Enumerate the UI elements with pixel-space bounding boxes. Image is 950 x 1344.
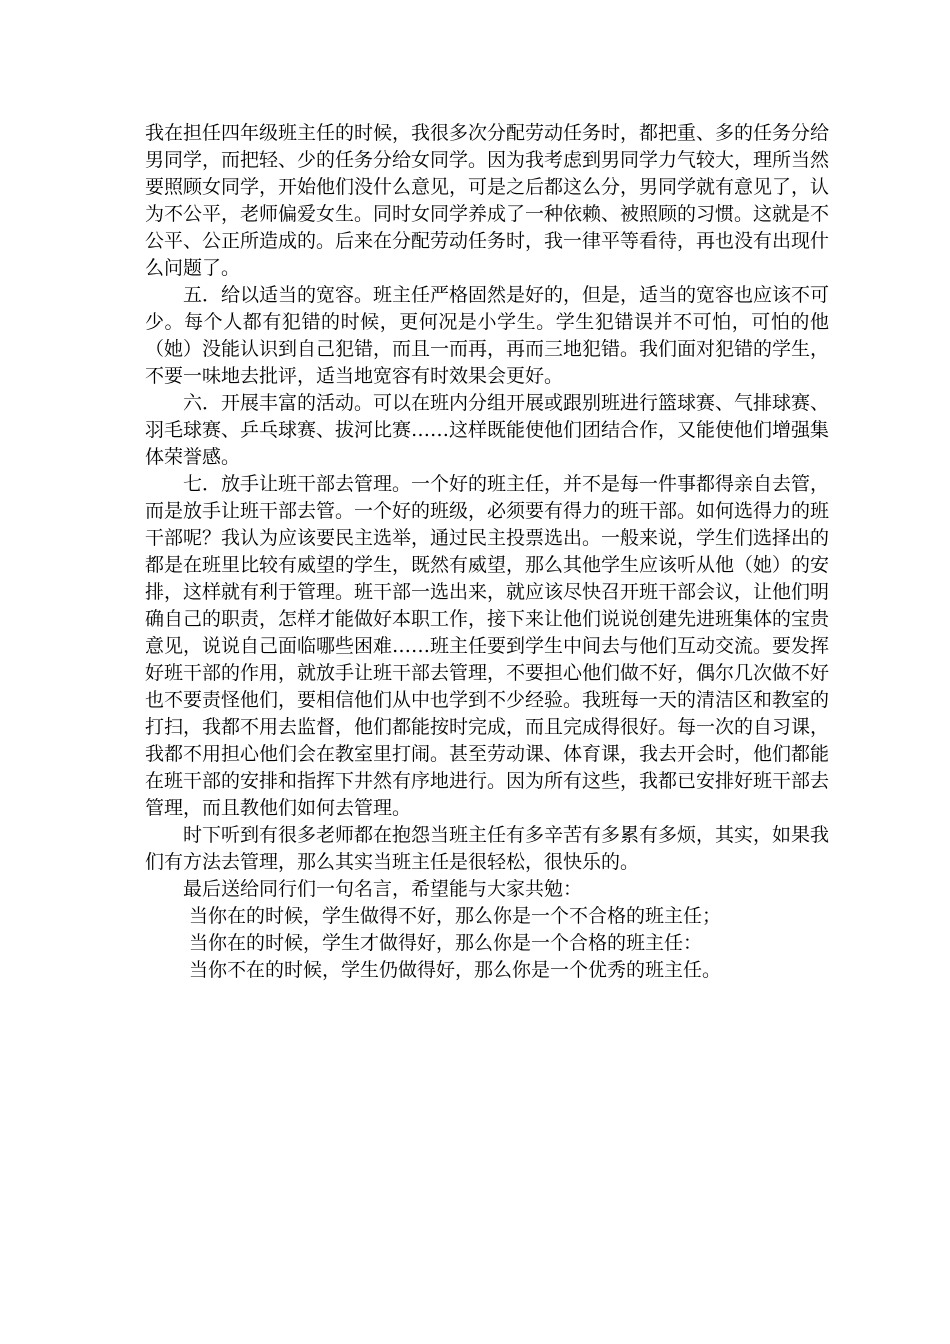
paragraph-tolerance: 五．给以适当的宽容。班主任严格固然是好的，但是，适当的宽容也应该不可少。每个人都有犯错的时候，更何况是小学生。学生犯错误并不可怕，可怕的他（她）没能认识到自己犯错，而且一而再，再而三地犯错。我们面对犯错的学生，不要一味地去批评，适当地宽容有时效果会更好。 [145, 284, 830, 387]
paragraph-conclusion: 时下听到有很多老师都在抱怨当班主任有多辛苦有多累有多烦，其实，如果我们有方法去管理，那么其实当班主任是很轻松，很快乐的。 [145, 824, 830, 873]
paragraph-fair-task-distribution: 我在担任四年级班主任的时候，我很多次分配劳动任务时，都把重、多的任务分给男同学，而把轻、少的任务分给女同学。因为我考虑到男同学力气较大，理所当然要照顾女同学，开始他们没什么意见，可是之后都这么分，男同学就有意见了，认为不公平，老师偏爱女生。同时女同学养成了一种依赖、被照顾的习惯。这就是不公平、公正所造成的。后来在分配劳动任务时，我一律平等看待，再也没有出现什么问题了。 [145, 122, 830, 279]
document-page [145, 120, 829, 984]
motto-line-qualified: 当你在的时候，学生才做得好，那么你是一个合格的班主任： [189, 932, 703, 954]
motto-line-unqualified: 当你在的时候，学生做得不好，那么你是一个不合格的班主任； [189, 905, 722, 927]
motto-line-excellent: 当你不在的时候，学生仍做得好，那么你是一个优秀的班主任。 [189, 959, 722, 981]
paragraph-class-cadres: 七．放手让班干部去管理。一个好的班主任，并不是每一件事都得亲自去管，而是放手让班干部去管。一个好的班级，必须要有得力的班干部。如何选得力的班干部呢？我认为应该要民主选举，通过民主投票选出。一般来说，学生们选择出的都是在班里比较有威望的学生，既然有威望，那么其他学生应该听从他（她）的安排，这样就有利于管理。班干部一选出来，就应该尽快召开班干部会议，让他们明确自己的职责，怎样才能做好本职工作，接下来让他们说说创建先进班集体的宝贵意见，说说自己面临哪些困难……班主任要到学生中间去与他们互动交流。要发挥好班干部的作用，就放手让班干部去管理，不要担心他们做不好，偶尔几次做不好也不要责怪他们，要相信他们从中也学到不少经验。我班每一天的清洁区和教室的打扫，我都不用去监督，他们都能按时完成，而且完成得很好。每一次的自习课，我都不用担心他们会在教室里打闹。甚至劳动课、体育课，我去开会时，他们都能在班干部的安排和指挥下井然有序地进行。因为所有这些，我都已安排好班干部去管理，而且教他们如何去管理。 [145, 473, 830, 819]
paragraph-motto-intro: 最后送给同行们一句名言，希望能与大家共勉： [183, 878, 583, 900]
paragraph-activities: 六．开展丰富的活动。可以在班内分组开展或跟别班进行篮球赛、气排球赛、羽毛球赛、乒乓球赛、拔河比赛……这样既能使他们团结合作，又能使他们增强集体荣誉感。 [145, 392, 830, 468]
